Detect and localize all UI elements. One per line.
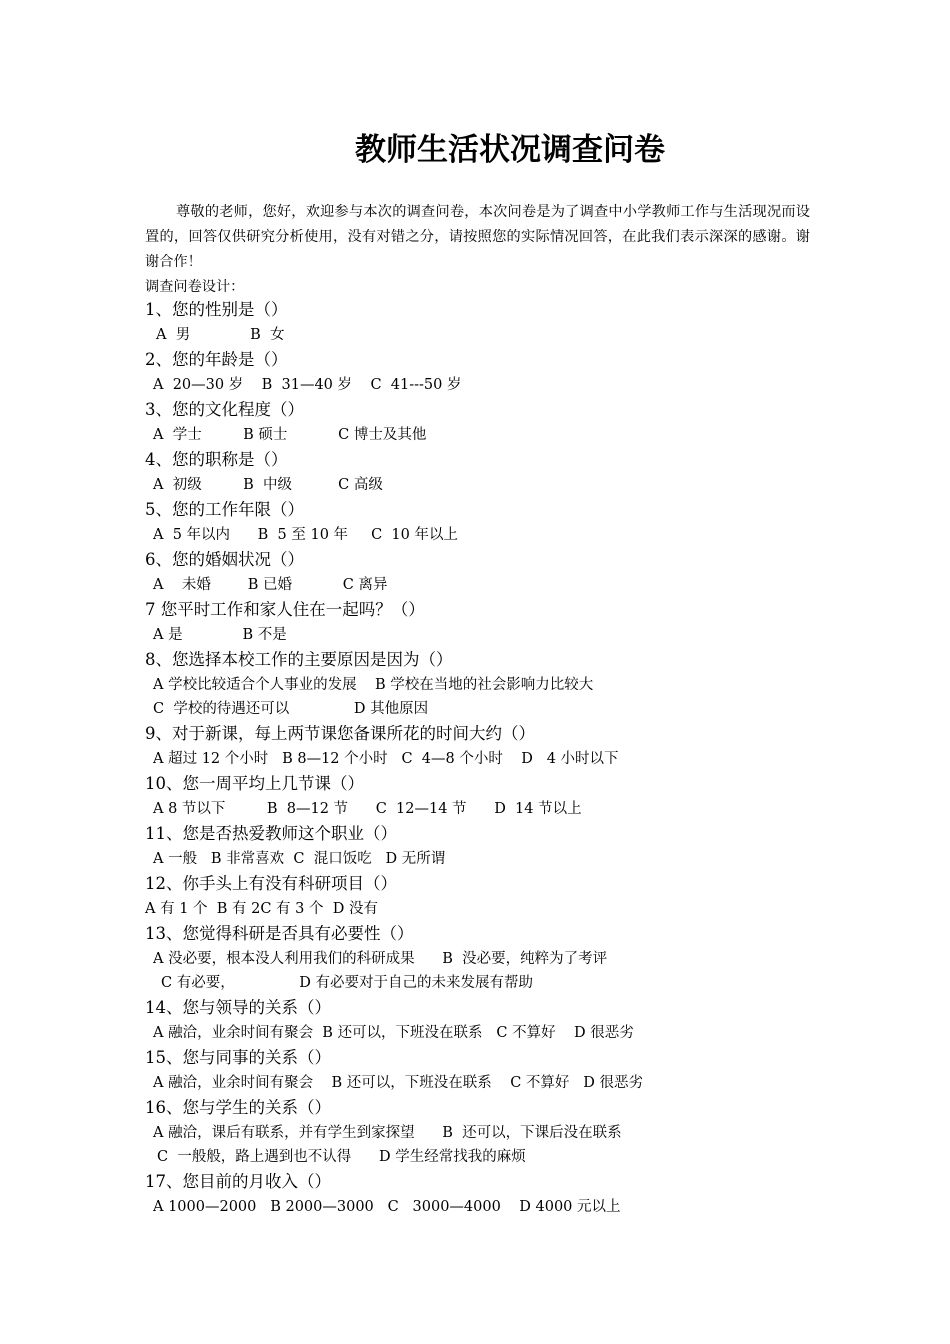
question-1: 1、您的性别是（） — [145, 300, 288, 319]
question-2: 2、您的年龄是（） — [145, 350, 288, 369]
question-14: 14、您与领导的关系（） — [145, 998, 331, 1017]
question-1-options: A 男 B 女 — [156, 327, 285, 343]
page-title: 教师生活状况调查问卷 — [355, 132, 665, 168]
question-8-options-1: A 学校比较适合个人事业的发展 B 学校在当地的社会影响力比较大 — [153, 677, 594, 693]
question-13: 13、您觉得科研是否具有必要性（） — [145, 924, 414, 943]
question-11-options: A 一般 B 非常喜欢 C 混口饭吃 D 无所谓 — [153, 851, 446, 867]
question-17-options: A 1000—2000 B 2000—3000 C 3000—4000 D 4000 元以上 — [153, 1199, 621, 1215]
question-12-options: A 有 1 个 B 有 2C 有 3 个 D 没有 — [145, 901, 378, 917]
question-15-options: A 融洽，业余时间有聚会 B 还可以，下班没在联系 C 不算好 D 很恶劣 — [153, 1075, 643, 1091]
question-16-options-2: C 一般般，路上遇到也不认得 D 学生经常找我的麻烦 — [157, 1149, 526, 1165]
question-5-options: A 5 年以内 B 5 至 10 年 C 10 年以上 — [153, 527, 458, 543]
question-10-options: A 8 节以下 B 8—12 节 C 12—14 节 D 14 节以上 — [153, 801, 582, 817]
question-9: 9、对于新课，每上两节课您备课所花的时间大约（） — [145, 724, 535, 743]
question-5: 5、您的工作年限（） — [145, 500, 304, 519]
question-8: 8、您选择本校工作的主要原因是因为（） — [145, 650, 453, 669]
question-2-options: A 20—30 岁 B 31—40 岁 C 41---50 岁 — [153, 377, 462, 393]
question-10: 10、您一周平均上几节课（） — [145, 774, 364, 793]
question-3: 3、您的文化程度（） — [145, 400, 304, 419]
question-14-options: A 融洽，业余时间有聚会 B 还可以，下班没在联系 C 不算好 D 很恶劣 — [153, 1025, 634, 1041]
design-label: 调查问卷设计： — [145, 279, 245, 295]
question-4-options: A 初级 B 中级 C 高级 — [153, 477, 383, 493]
question-7: 7 您平时工作和家人住在一起吗？（） — [145, 600, 425, 619]
question-17: 17、您目前的月收入（） — [145, 1172, 331, 1191]
question-9-options: A 超过 12 个小时 B 8—12 个小时 C 4—8 个小时 D 4 小时以下 — [153, 751, 619, 767]
question-16-options-1: A 融洽，课后有联系，并有学生到家探望 B 还可以，下课后没在联系 — [153, 1125, 622, 1141]
question-12: 12、你手头上有没有科研项目（） — [145, 874, 397, 893]
question-6-options: A 未婚 B 已婚 C 离异 — [153, 577, 388, 593]
question-11: 11、您是否热爱教师这个职业（） — [145, 824, 397, 843]
question-13-options-2: C 有必要， D 有必要对于自己的未来发展有帮助 — [161, 975, 533, 991]
question-16: 16、您与学生的关系（） — [145, 1098, 331, 1117]
question-13-options-1: A 没必要，根本没人利用我们的科研成果 B 没必要，纯粹为了考评 — [153, 951, 608, 967]
question-6: 6、您的婚姻状况（） — [145, 550, 304, 569]
question-15: 15、您与同事的关系（） — [145, 1048, 331, 1067]
question-7-options: A 是 B 不是 — [153, 627, 287, 643]
question-3-options: A 学士 B 硕士 C 博士及其他 — [153, 427, 427, 443]
intro-paragraph: 尊敬的老师，您好，欢迎参与本次的调查问卷，本次问卷是为了调查中小学教师工作与生活现况而设置的，回答仅供研究分析使用，没有对错之分，请按照您的实际情况回答，在此我们表示深深的感谢。谢谢合作！ — [145, 204, 810, 270]
question-8-options-2: C 学校的待遇还可以 D 其他原因 — [153, 701, 429, 717]
question-4: 4、您的职称是（） — [145, 450, 288, 469]
